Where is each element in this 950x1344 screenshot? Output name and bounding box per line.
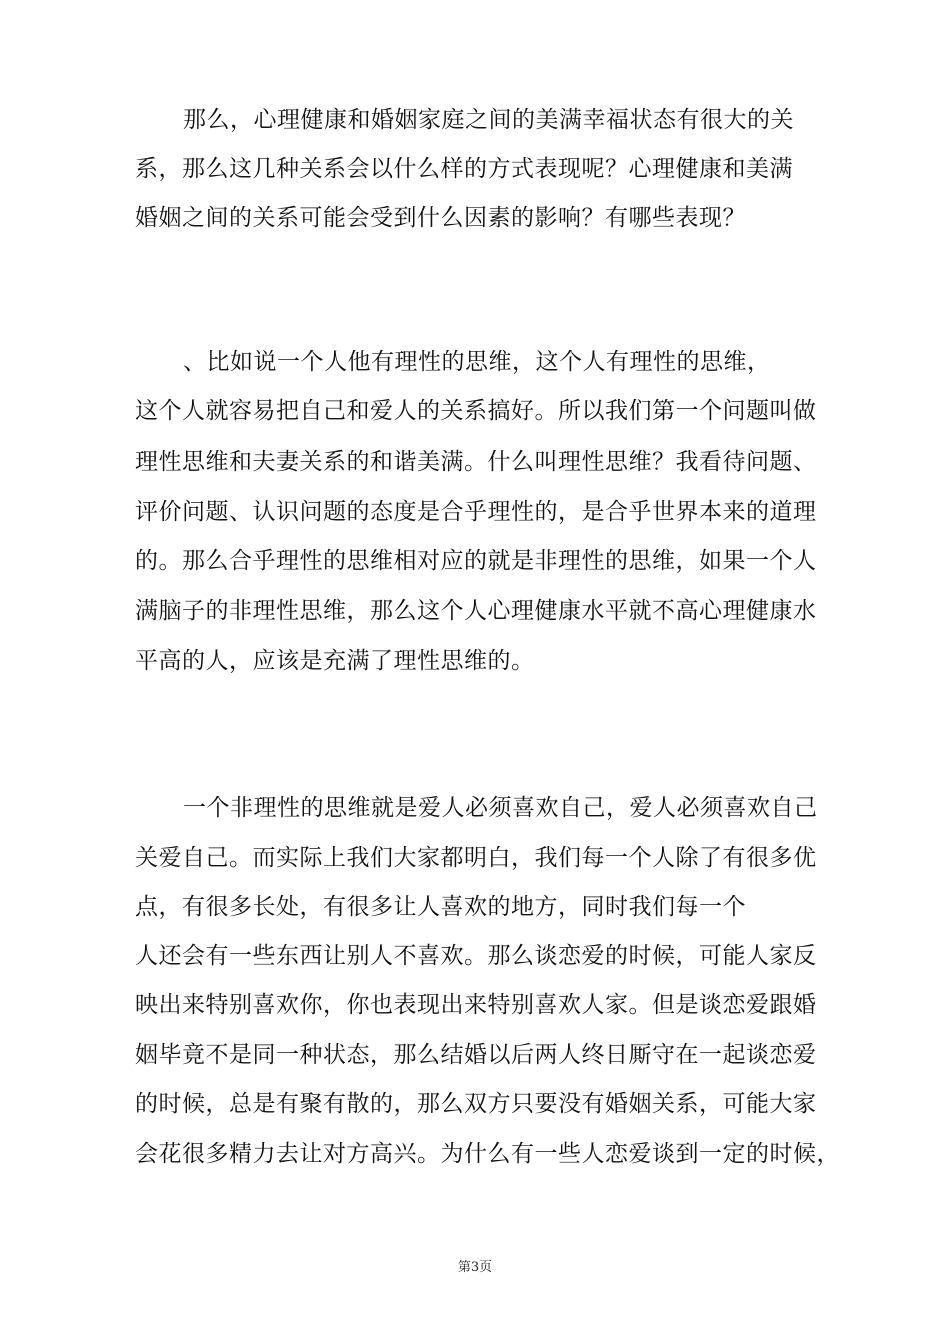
paragraph-2-line-4: 评价问题、认识问题的态度是合乎理性的，是合乎世界本来的道理 [135,499,817,525]
paragraph-3-line-6: 姻毕竟不是同一种状态，那么结婚以后两人终日厮守在一起谈恋爱 [135,1042,817,1068]
paragraph-1-line-1: 那么，心理健康和婚姻家庭之间的美满幸福状态有很大的关 [183,107,794,133]
paragraph-2-line-6: 满脑子的非理性思维，那么这个人心理健康水平就不高心理健康水 [135,598,817,624]
paragraph-2-line-7: 平高的人，应该是充满了理性思维的。 [135,648,535,674]
paragraph-3-line-4: 人还会有一些东西让别人不喜欢。那么谈恋爱的时候，可能人家反 [135,943,817,969]
paragraph-1-line-3: 婚姻之间的关系可能会受到什么因素的影响？有哪些表现？ [135,205,746,231]
paragraph-3-line-1: 一个非理性的思维就是爱人必须喜欢自己，爱人必须喜欢自己 [183,795,818,821]
paragraph-3-line-8: 会花很多精力去让对方高兴。为什么有一些人恋爱谈到一定的时候， [135,1141,840,1167]
paragraph-1-line-2: 系，那么这几种关系会以什么样的方式表现呢？心理健康和美满 [135,156,793,182]
paragraph-2-line-3: 理性思维和夫妻关系的和谐美满。什么叫理性思维？我看待问题、 [135,449,817,475]
paragraph-3-line-3: 点，有很多长处，有很多让人喜欢的地方，同时我们每一个 [135,894,746,920]
paragraph-2-line-1: 、比如说一个人他有理性的思维，这个人有理性的思维， [183,349,771,375]
paragraph-3-line-2: 关爱自己。而实际上我们大家都明白，我们每一个人除了有很多优 [135,845,817,871]
paragraph-2-line-5: 的。那么合乎理性的思维相对应的就是非理性的思维，如果一个人 [135,548,817,574]
paragraph-3-line-7: 的时候，总是有聚有散的，那么双方只要没有婚姻关系，可能大家 [135,1091,817,1117]
paragraph-3-line-5: 映出来特别喜欢你，你也表现出来特别喜欢人家。但是谈恋爱跟婚 [135,992,817,1018]
page-number: 第3页 [457,1260,493,1275]
paragraph-2-line-2: 这个人就容易把自己和爱人的关系搞好。所以我们第一个问题叫做 [135,398,817,424]
